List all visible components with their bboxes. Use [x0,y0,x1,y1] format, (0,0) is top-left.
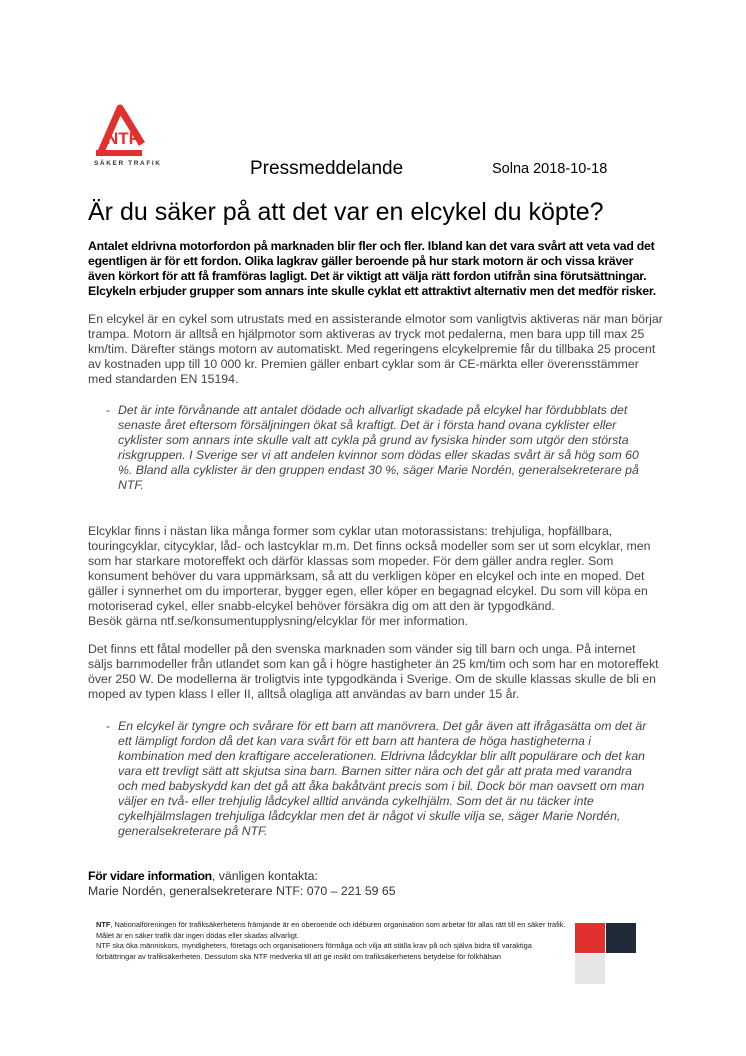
logo-tagline: SÄKER TRAFIK [94,160,162,167]
brand-square-red [575,923,605,953]
contact-suffix: , vänligen kontakta: [211,869,318,883]
quote-2 [106,719,648,839]
contact-block [88,869,396,899]
quote-text: Det är inte förvånande att antalet dödade och allvarligt skadade på elcykel har fördubblats det senaste året eftersom försäljningen ökat så kraftigt. Det är i första hand ovana cyklister eller cyklister som annars inte skulle valt att cykla på grund av fysiska hinder som utgör den största riskgruppen. I Sverige ser vi att andelen kvinnor som dödas eller skadas svårt är så hög som 60 %. Bland alla cyklister är den gruppen endast 30 %, säger Marie Nordén, generalsekreterare på NTF. [118,403,639,492]
body-paragraph-2: Elcyklar finns i nästan lika många former som cyklar utan motorassistans: trehjuliga, hopfällbara, touringcyklar, citycyklar, låd- och lastcyklar m.m. Det finns också modeller som ser ut som elcyklar, men som har starkare motoreffekt och därför klassas som mopeder. För dem gäller andra regler. Som konsument behöver du vara uppmärksam, så att du verkligen köper en elcykel och inte en moped. Det gäller i synnerhet om du importerar, bygger egen, eller köper en begagnad elcykel. Du som vill köpa en motoriserad cykel, eller snabb-elcykel behöver försäkra dig om att den är typgodkänd. [88,524,651,613]
logo-wordmark: NTF [106,129,140,148]
body-paragraph-link: Besök gärna ntf.se/konsumentupplysning/elcyklar för mer information. [88,614,469,628]
contact-label: För vidare information [88,869,212,883]
page-title: Är du säker på att det var en elcykel du köpte? [88,198,604,226]
document-type-label: Pressmeddelande [250,158,404,179]
footer-line-2: NTF ska öka människors, myndigheters, företags och organisationers förmåga och vilja att ställa krav på och själva bidra till varaktiga förbättringar av trafiksäkerheten. Dessutom ska NTF medverka till att ge insikt om trafiksäkerhetens betydelse för folkhälsan [96,941,532,961]
brand-square-dark [606,923,636,953]
contact-person: Marie Nordén, generalsekreterare NTF: 070 – 221 59 65 [88,884,396,898]
footer-line-1: , Nationalföreningen för trafiksäkerhetens främjande är en oberoende och idéburen organisation som arbetar för allas rätt till en säker trafik. Målet är en säker trafik där ingen dödas eller skadas allvarligt. [96,920,566,940]
quote-dash: - [106,719,111,733]
footer-text [96,920,571,962]
quote-text: En elcykel är tyngre och svårare för ett barn att manövrera. Det går även att ifrågasätta om det är ett lämpligt fordon då det kan vara svårt för ett barn att hantera de höga hastigheterna i kombination med den kraftigare accelerationen. Eldrivna lådcyklar blir allt populärare och det kan vara ett trevligt sätt att skjutsa sina barn. Barnen sitter nära och det går att prata med varandra och med babyskydd kan det gå att åka bakåtvänt precis som i bil. Dock bör man oavsett om man väljer en två- eller trehjulig lådcykel alltid använda cykelhjälm. Som det är nu täcker inte cykelhjälmslagen trehjuliga lådcyklar men det är något vi skulle vilja se, säger Marie Nordén, generalsekreterare på NTF. [118,719,647,838]
footer-org: NTF [96,920,111,929]
quote-1 [106,403,648,493]
body-paragraph-1: En elcykel är en cykel som utrustats med en assisterande elmotor som vanligtvis aktiveras när man börjar trampa. Motorn är alltså en hjälpmotor som aktiveras av tryck mot pedalerna, men bara upp till max 25 km/tim. Därefter stängs motorn av automatiskt. Med regeringens elcykelpremie får du tillbaka 25 procent av kostnaden upp till 10 000 kr. Premien gäller enbart cyklar som är CE-märkta eller överensstämmer med standarden EN 15194. [88,312,663,386]
lead-paragraph: Antalet eldrivna motorfordon på marknaden blir fler och fler. Ibland kan det vara svårt att veta vad det egentligen är för ett fordon. Olika lagkrav gäller beroende på hur stark motorn är och vissa kräver även körkort för att få framföras lagligt. Det är viktigt att välja rätt fordon utifrån sina förutsättningar. Elcykeln erbjuder grupper som annars inte skulle cyklat ett attraktivt alternativ men det medför risker. [88,239,656,298]
brand-square-grey [575,954,605,984]
body-paragraph-3: Det finns ett fåtal modeller på den svenska marknaden som vänder sig till barn och unga. På internet säljs barnmodeller från utlandet som kan gå i högre hastigheter än 25 km/tim och som har en motoreffekt över 250 W. De modellerna är troligtvis inte typgodkända i Sverige. Om de skulle klassas skulle de bli en moped av typen klass I eller II, alltså olagliga att användas av barn under 15 år. [88,642,659,701]
quote-dash: - [106,403,111,417]
press-date: Solna 2018-10-18 [492,161,608,177]
